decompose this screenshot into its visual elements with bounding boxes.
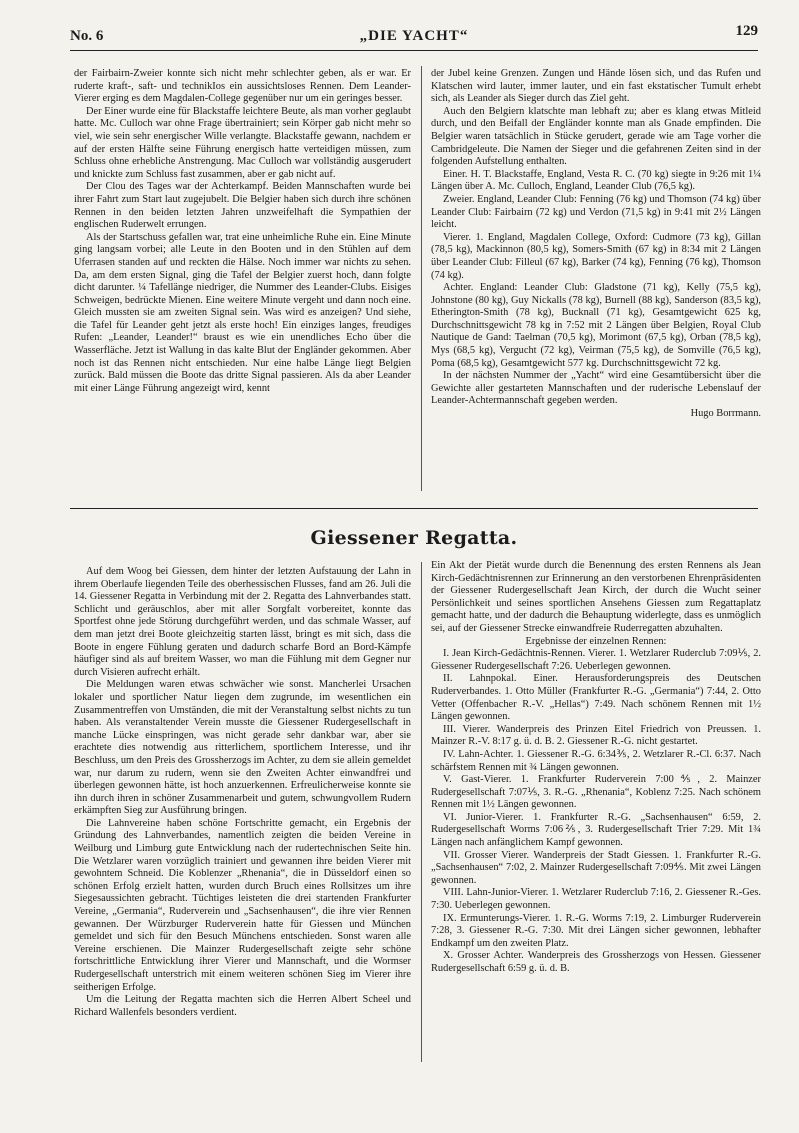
issue-number: No. 6 — [70, 28, 104, 44]
result-entry: VI. Junior-Vierer. 1. Frankfurter R.-G. „Sachsenhausen“ 6:59, 2. Rudergesellschaft Worms 7:06⅖, 3. Rudergesellschaft Trier 7:29. Mit 1¾ Längen nach anfänglichem Kampf gewonnen. — [431, 811, 761, 849]
paragraph: Die Meldungen waren etwas schwächer wie sonst. Mancherlei Ursachen lokaler und sportlicher Natur liegen dem zugrunde, im wesentlichen ein Zusammentreffen von Umständen, die mit der Veranstaltung selbst nichts zu tun haben. Als veranstaltender Verein musste die Giessener Rudergesellschaft in manche Lücke einspringen, was nicht gerade sehr dankbar war, aber sie erachtete dies notwendig aus ritterlichem, sportlichem Interesse, und ihr Beschluss, um den Preis des Grossherzogs im Achter, zu dem sie allein gemeldet war, nur darum zu rudern, wenn sie den Zweiten Achter einwandfrei und überlegen gewonnen hätte, ist hoch anzuerkennen. Erfreulicherweise konnte sie ihn durch ihren in schöner Zusammenarbeit und gutem, schwungvollem Rudern erkämpften Sieg zur Ausführung bringen. — [74, 679, 411, 817]
result-entry: Vierer. 1. England, Magdalen College, Oxford: Cudmore (73 kg), Gillan (78,5 kg), Mackinnon (80,5 kg), Somers-Smith (67 kg) in 8:34 mit 2 Längen über Leander Club: Filleul (67 kg), Barker (74 kg), Fenning (76 kg), Thomson (74 kg). — [431, 231, 761, 281]
page-header — [70, 20, 758, 46]
result-entry: Achter. England: Leander Club: Gladstone (71 kg), Kelly (75,5 kg), Johnstone (80 kg), Guy Nickalls (78 kg), Burnell (88 kg), Sanderson (83,5 kg), Etherington-Smith (78 kg), Bucknall (71 kg), Gesamtgewicht 625 kg, Durchschnittsgewicht 78 kg in 7:52 mit 2 Längen über Belgien, Royal Club Nautique de Gand: Taelman (70,5 kg), Morimont (67,5 kg), Orban (78,5 kg), Mys (68,5 kg), Vergucht (72 kg), Veirman (75,5 kg), de Somville (76,5 kg), Poma (68,5 kg), Gesamtgewicht 577 kg. Durchschnittsgewicht 72 kg. — [431, 282, 761, 369]
bottom-left-column — [74, 566, 411, 1019]
result-entry: II. Lahnpokal. Einer. Herausforderungspreis des Deutschen Ruderverbandes. 1. Otto Müller (Frankfurter R.-G. „Germania“) 7:44, 2. Otto Vetter (Offenbacher R.-V. „Hellas“) 7:49. Nach schönem Rennen mit 1½ Längen gewonnen. — [431, 673, 761, 723]
paragraph: Der Einer wurde eine für Blackstaffe leichtere Beute, als man vorher geglaubt hatte. Mc. Culloch war ohne Frage übertrainiert; sein Körper gab nicht mehr so viel, wie sein sehr energischer Wille verlangte. Blackstaffe gewann, nachdem er auf der ersten Hälfte seine Führung energisch hatte verteidigen müssen, zum Schluss ohne erhebliche Anstrengung. Mac Culloch war vollständig ausgerudert und knickte zum Schluss fast zusammen, aber er gab nicht auf. — [74, 105, 411, 180]
page-number: 129 — [735, 23, 758, 39]
paragraph: Die Lahnvereine haben schöne Fortschritte gemacht, ein Ergebnis der Gründung des Lahnverbandes, namentlich zeigten die beiden Vereine in Weilburg und Limburg gute Entwicklung nach der rudertechnischen Seite hin. Die Wetzlarer waren vorzüglich trainiert und gewannen ihre beiden Vierer mit gewohntem Schneid. Die Koblenzer „Rhenania“, die in Düsseldorf einen so schönen Erfolg erzielt hatten, wurden durch Bruch eines Rollsitzes um ihre Siegesaussichten gebracht. Tüchtiges leisteten die drei startenden Frankfurter Vereine, „Germania“, Ruderverein und „Sachsenhausen“, die ihre vier Rennen gewannen. Der Würzburger Ruderverein hatte für Giessen und München gemeldet und sich für den Besuch Münchens entschieden. Sonst waren alle Vereine erschienen. Die Mainzer Rudergesellschaft zeigte sehr schöne fortschrittliche Entwicklung ihrer Vierer und Mannschaft, und die Wormser Rudergesellschaft unterstrich mit einem weiteren schönen Sieg im Vierer ihre seitherigen Erfolge. — [74, 817, 411, 993]
result-entry: X. Grosser Achter. Wanderpreis des Grossherzogs von Hessen. Giessener Rudergesellschaft 6:59 g. ü. d. B. — [431, 950, 761, 974]
result-entry: Zweier. England, Leander Club: Fenning (76 kg) und Thomson (74 kg) über Leander Club: Fairbairn (72 kg) und Verdon (71,5 kg) in 9:41 mit 2½ Längen leicht. — [431, 193, 761, 231]
section-title: Giessener Regatta. — [310, 527, 518, 549]
journal-title: „DIE YACHT“ — [359, 28, 469, 44]
result-entry: VII. Grosser Vierer. Wanderpreis der Stadt Giessen. 1. Frankfurter R.-G. „Sachsenhausen“ 7:02, 2. Mainzer Rudergesellschaft 7:09⅘. Mit zwei Längen gewonnen. — [431, 849, 761, 886]
paragraph: der Fairbairn-Zweier konnte sich nicht mehr schlechter geben, als er war. Er ruderte kraft-, saft- und technikIos ein aussichtsloses Rennen. Dem Leander-Vierer erging es dem Magdalen-College gegenüber nur um ein geringes besser. — [74, 68, 411, 105]
column-divider — [421, 66, 422, 491]
column-divider — [421, 562, 422, 1062]
paragraph: Ein Akt der Pietät wurde durch die Benennung des ersten Rennens als Jean Kirch-Gedächtnisrennen zur Erinnerung an den verstorbenen Ehrenpräsidenten der Giessener Rudergesellschaft Jean Kirch, der durch die Wucht seiner Persönlichkeit und seines sportlichen Ansehens Giessen zum Regattaplatz gemacht hatte, und der dadurch die Behauptung widerlegte, dass es unmöglich sei, auf der Giessener Strecke einwandfreie Ruderregatten abzuhalten. — [431, 560, 761, 634]
paragraph: Auch den Belgiern klatschte man lebhaft zu; aber es klang etwas Mitleid durch, und den Beifall der Engländer konnte man als Gnade empfinden. Die Belgier waren tatsächlich in Stücke gerudert, gerade wie am Tage vorher die Cambridgeleute. Die Namen der Sieger und die gefahrenen Zeiten sind in der folgenden Aufstellung enthalten. — [431, 105, 761, 168]
section-rule — [70, 508, 758, 509]
paragraph: Als der Startschuss gefallen war, trat eine unheimliche Ruhe ein. Eine Minute ging langsam vorbei; alle Leute in den Booten und in den Stühlen auf dem Uferrasen standen auf und reckten die Hälse. Noch immer war nichts zu sehen. Da, am dem ersten Signal, ging die Tafel der Belgier zuerst hoch, dann folgte dicht darunter. ¼ Tafellänge niedriger, die Nummer des Leander-Clubs. Eisiges Schweigen, bedrückte Mienen. Eine weitere Minute vergeht und dann noch eine. Gleich mussten sie am zweiten Signal sein. Was wird es anzeigen? Und siehe, die Tafel für Leander geht jetzt als erste hoch! Ein einziges langes, freudiges Rufen: „Leander, Leander!“ braust es wie ein unendliches Echo über die Wasserfläche. Jetzt ist Wallung in das kalte Blut der Engländer gekommen. Aber noch ist das Rennen nicht entschieden. Nur eine halbe Länge liegt Belgien zurück. Bald müssen die Boote das dritte Signal passieren. Als da aber Leander mit einer Länge Führung angezeigt wird, kennt — [74, 231, 411, 394]
paragraph: der Jubel keine Grenzen. Zungen und Hände lösen sich, und das Rufen und Klatschen wird lauter, immer lauter, und ein fast ekstatischer Tumult erhebt sich, als Leander als Sieger durch das Ziel geht. — [431, 68, 761, 105]
paragraph: Um die Leitung der Regatta machten sich die Herren Albert Scheel und Richard Wallenfels besonders verdient. — [74, 994, 411, 1018]
result-entry: Einer. H. T. Blackstaffe, England, Vesta R. C. (70 kg) siegte in 9:26 mit 1¼ Längen über A. Mc. Culloch, England, Leander Club (76,5 kg). — [431, 168, 761, 193]
results-heading: Ergebnisse der einzelnen Rennen: — [525, 635, 667, 647]
header-rule — [70, 50, 758, 51]
top-left-column — [74, 68, 411, 395]
result-entry: V. Gast-Vierer. 1. Frankfurter Ruderverein 7:00⅘, 2. Mainzer Rudergesellschaft 7:07⅕, 3. R.-G. „Rhenania“, Koblenz 7:25. Nach schönem Rennen mit 1½ Längen gewonnen. — [431, 774, 761, 811]
paragraph: Auf dem Woog bei Giessen, dem hinter der letzten Aufstauung der Lahn in ihrem Oberlaufe liegenden Teile des oberhessischen Flusses, fand am 26. Juli die 14. Giessener Regatta in Verbindung mit der 2. Regatta des Lahnverbandes statt. Schlicht und geräuschlos, aber mit aller Sorgfalt vorbereitet, konnte das Sportfest ohne jede Störung durchgeführt werden, und das schmale Wasser, auf dem man jetzt drei Boote gleichzeitig starten lässt, bringt es mit sich, dass die Boote in engere Fühlung geraten und dadurch scharfe Bord an Bord-Kämpfe häufiger sind als auf breitem Wasser, wo man die Fühlung mit dem Gegner nur durch Visieren aufrecht erhält. — [74, 566, 411, 678]
result-entry: I. Jean Kirch-Gedächtnis-Rennen. Vierer. 1. Wetzlarer Ruderclub 7:09⅕, 2. Giessener Rudergesellschaft 7:26. Ueberlegen gewonnen. — [431, 648, 761, 672]
bottom-right-column — [431, 560, 761, 976]
result-entry: IV. Lahn-Achter. 1. Giessener R.-G. 6:34⅗, 2. Wetzlarer R.-Cl. 6:37. Nach schärfstem Rennen mit ¾ Längen gewonnen. — [431, 748, 761, 773]
result-entry: IX. Ermunterungs-Vierer. 1. R.-G. Worms 7:19, 2. Limburger Ruderverein 7:28, 3. Giessener R.-G. 7:30. Mit drei Längen sicher gewonnen, lebhafter Endkampf um den zweiten Platz. — [431, 912, 761, 949]
paragraph: Der Clou des Tages war der Achterkampf. Beiden Mannschaften wurde bei ihrer Fahrt zum Start laut zugejubelt. Die Belgier haben sich durch ihre schönen Rennen in den beiden letzten Jahren unzweifelhaft die Sympathien der englischen Ruderwelt errungen. — [74, 181, 411, 231]
top-right-column — [431, 68, 761, 421]
result-entry: VIII. Lahn-Junior-Vierer. 1. Wetzlarer Ruderclub 7:16, 2. Giessener R.-Ges. 7:30. Ueberlegen gewonnen. — [431, 887, 761, 912]
paragraph: In der nächsten Nummer der „Yacht“ wird eine Gesamtübersicht über die Gewichte aller gestarteten Mannschaften und der ruderische Lebenslauf der Leander-Achtermannschaft gegeben werden. — [431, 370, 761, 407]
result-entry: III. Vierer. Wanderpreis des Prinzen Eitel Friedrich von Preussen. 1. Mainzer R.-V. 8:17 g. ü. d. B. 2. Giessener R.-G. nicht gestartet. — [431, 723, 761, 748]
author-signature: Hugo Borrmann. — [690, 408, 761, 420]
